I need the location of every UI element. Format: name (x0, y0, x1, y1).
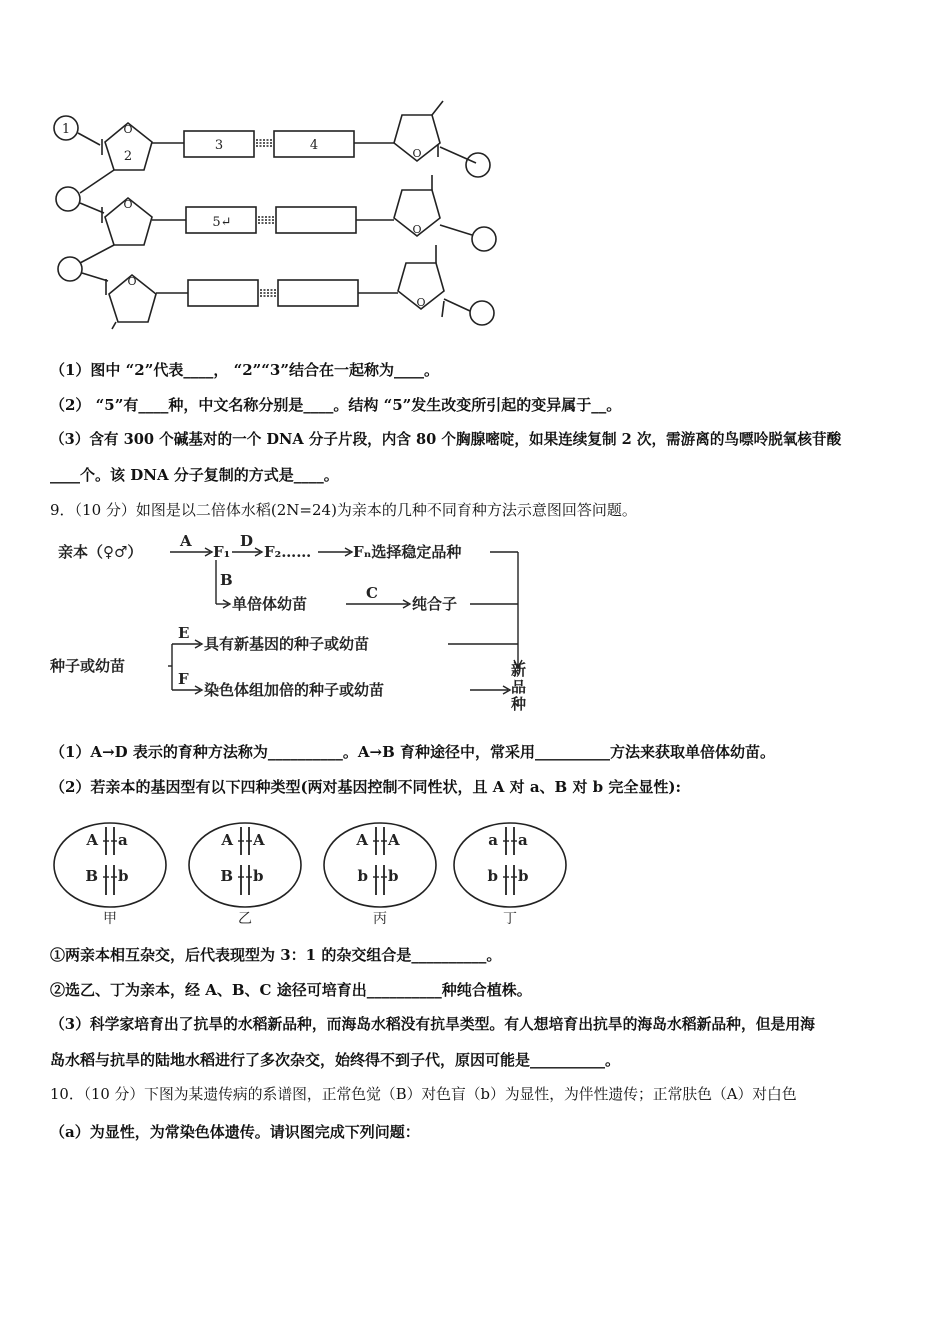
cell-4-allele-top-left: a (488, 831, 498, 849)
label-2: 2 (123, 149, 133, 164)
cell-4-allele-bottom-right: b (518, 867, 529, 885)
flow-label-d: D (240, 532, 254, 550)
flow-label-c: C (366, 584, 378, 602)
dna-structure-figure (50, 95, 500, 330)
svg-text:O: O (123, 198, 133, 211)
cell-3-allele-bottom-left: b (357, 867, 368, 885)
cell-1-name: 甲 (103, 911, 117, 927)
cell-2-ellipse (189, 823, 301, 907)
flow-parent: 亲本（♀♂） (58, 543, 143, 561)
flow-seed: 种子或幼苗 (50, 657, 126, 675)
flow-new-gene: 具有新基因的种子或幼苗 (204, 635, 370, 653)
q9-part3b: 岛水稻与抗旱的陆地水稻进行了多次杂交，始终得不到子代，原因可能是__________。 (50, 1051, 621, 1069)
label-1: 1 (61, 122, 71, 137)
cell-3-allele-bottom-right: b (388, 867, 399, 885)
q9-part3a: （3）科学家培育出了抗旱的水稻新品种，而海岛水稻没有抗旱类型。有人想培育出抗旱的海岛水稻新品种，但是用海 (50, 1016, 815, 1033)
cell-3-allele-top-right: A (388, 831, 400, 849)
svg-text:O: O (412, 147, 422, 160)
flow-haploid: 单倍体幼苗 (232, 595, 308, 613)
cell-2-allele-bottom-right: b (253, 867, 264, 885)
q10-line2: （a）为显性，为常染色体遗传。请识图完成下列问题： (50, 1123, 420, 1141)
flow-label-f: F (178, 670, 189, 688)
cell-4-ellipse (454, 823, 566, 907)
cell-1-allele-bottom-left: B (85, 867, 98, 885)
q8-part1: （1）图中 “2”代表____， “2”“3”结合在一起称为____。 (50, 361, 439, 379)
q9-part2: （2）若亲本的基因型有以下四种类型(两对基因控制不同性状，且 A 对 a、B 对 b 完全显性): (50, 778, 682, 796)
flow-homozygote: 纯合子 (412, 595, 458, 613)
cell-1-allele-top-right: a (118, 831, 128, 849)
genotype-cells (50, 815, 590, 930)
cell-2-allele-bottom-left: B (220, 867, 233, 885)
flow-label-e: E (178, 624, 190, 642)
flow-fn: Fₙ选择稳定品种 (353, 543, 462, 561)
cell-2-name: 乙 (238, 911, 252, 927)
flow-new-variety-2: 品 (511, 678, 527, 696)
q10-line1: 10．（10 分）下图为某遗传病的系谱图，正常色觉（B）对色盲（b）为显性，为伴性遗传；正常肤色（A）对白色 (50, 1086, 797, 1103)
cell-1-allele-top-left: A (86, 831, 98, 849)
cell-3-ellipse (324, 823, 436, 907)
cell-3-allele-top-left: A (356, 831, 368, 849)
cell-1-allele-bottom-right: b (118, 867, 129, 885)
flow-f1: F₁ (213, 543, 231, 561)
label-5: 5↵ (212, 215, 232, 230)
breeding-flowchart (50, 528, 550, 718)
cell-2-allele-top-right: A (253, 831, 265, 849)
cell-3-name: 丙 (373, 911, 387, 927)
flow-polyploid: 染色体组加倍的种子或幼苗 (204, 681, 385, 699)
q8-part3a: （3）含有 300 个碱基对的一个 DNA 分子片段，内含 80 个胸腺嘧啶，如果连续复制 2 次，需游离的鸟嘌呤脱氧核苷酸 (50, 431, 842, 448)
cell-4-name: 丁 (503, 911, 517, 927)
cell-4-allele-top-right: a (518, 831, 528, 849)
label-3: 3 (214, 138, 224, 153)
cell-4-allele-bottom-left: b (487, 867, 498, 885)
svg-text:O: O (412, 223, 422, 236)
svg-text:O: O (127, 275, 137, 288)
svg-text:O: O (123, 123, 133, 136)
flow-label-b: B (220, 571, 233, 589)
q8-part3b: ____个。该 DNA 分子复制的方式是____。 (50, 466, 339, 484)
flow-new-variety-1: 新 (511, 661, 527, 679)
svg-text:O: O (416, 296, 426, 309)
cell-1-ellipse (54, 823, 166, 907)
flow-label-a: A (180, 532, 192, 550)
q9-sub1: ①两亲本相互杂交，后代表现型为 3：1 的杂交组合是__________。 (50, 946, 502, 964)
q9-part1: （1）A→D 表示的育种方法称为__________。A→B 育种途径中，常采用__________方法来获取单倍体幼苗。 (50, 743, 775, 761)
q8-part2: （2） “5”有____种，中文名称分别是____。结构 “5”发生改变所引起的变异属于__。 (50, 396, 622, 414)
flow-f2: F₂…… (264, 543, 312, 561)
q9-sub2: ②选乙、丁为亲本，经 A、B、C 途径可培育出__________种纯合植株。 (50, 981, 532, 999)
cell-2-allele-top-left: A (221, 831, 233, 849)
flow-new-variety-3: 种 (511, 695, 527, 713)
label-4: 4 (309, 138, 319, 153)
q9-title: 9．（10 分）如图是以二倍体水稻(2N=24)为亲本的几种不同育种方法示意图回答问题。 (50, 501, 637, 519)
